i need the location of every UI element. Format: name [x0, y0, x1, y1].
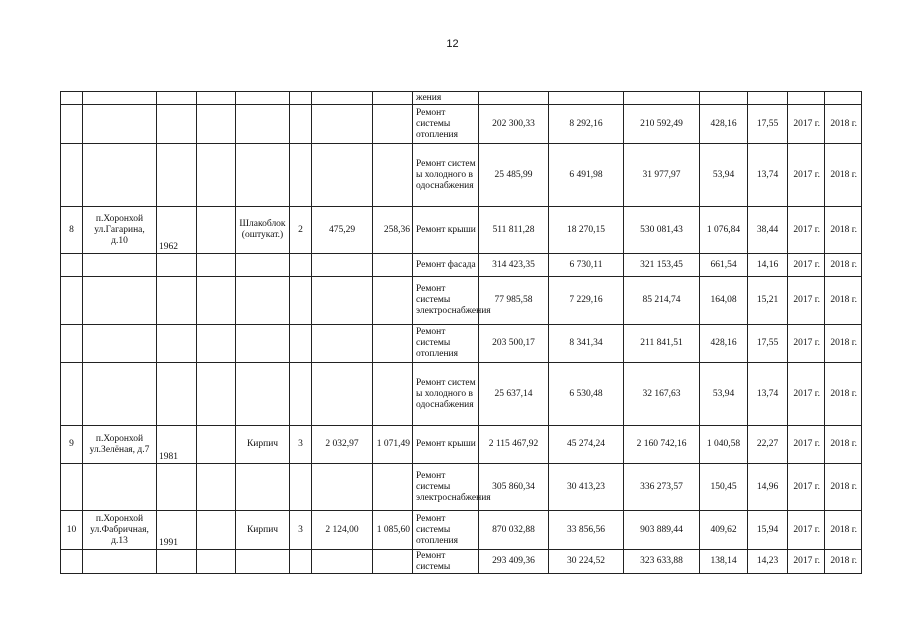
- cell-area-total: [312, 105, 373, 144]
- cell-year-start: 2017 г.: [788, 464, 825, 511]
- cell-year-start: 2017 г.: [788, 426, 825, 464]
- cell-year-end: 2018 г.: [825, 511, 862, 550]
- cell-spacer: [197, 254, 236, 277]
- cell-year-start: 2017 г.: [788, 207, 825, 254]
- cell-spacer: [197, 92, 236, 105]
- cell-year-start: 2017 г.: [788, 254, 825, 277]
- cell-spacer: [197, 207, 236, 254]
- cell-area-total: [312, 254, 373, 277]
- cell-material: [236, 363, 290, 426]
- cell-area-total: [312, 325, 373, 363]
- cell-cost-3: 85 214,74: [624, 277, 700, 325]
- table-row: [61, 277, 862, 325]
- cell-year: [157, 92, 197, 105]
- cell-area-total: 2 032,97: [312, 426, 373, 464]
- cell-floors: [290, 277, 312, 325]
- cell-cost-3: 336 273,57: [624, 464, 700, 511]
- cell-cost-4: 150,45: [700, 464, 748, 511]
- table-body: [61, 92, 862, 574]
- cell-year-start: 2017 г.: [788, 550, 825, 574]
- cell-spacer: [197, 464, 236, 511]
- cell-cost-3: 210 592,49: [624, 105, 700, 144]
- cell-cost-2: 30 224,52: [549, 550, 624, 574]
- cell-percent: [748, 92, 788, 105]
- cell-spacer: [197, 105, 236, 144]
- cell-area-total: [312, 144, 373, 207]
- cell-cost-1: [479, 92, 549, 105]
- cell-year: [157, 363, 197, 426]
- cell-cost-2: 30 413,23: [549, 464, 624, 511]
- cell-area-total: 475,29: [312, 207, 373, 254]
- cell-percent: 17,55: [748, 325, 788, 363]
- cell-area-living: [373, 105, 413, 144]
- cell-cost-2: 8 292,16: [549, 105, 624, 144]
- cell-year-end: 2018 г.: [825, 277, 862, 325]
- cell-percent: 13,74: [748, 144, 788, 207]
- cell-area-living: 258,36: [373, 207, 413, 254]
- cell-cost-2: 6 491,98: [549, 144, 624, 207]
- cell-area-total: [312, 277, 373, 325]
- cell-area-living: [373, 550, 413, 574]
- cell-address: [83, 254, 157, 277]
- cell-work-type: жения: [413, 92, 479, 105]
- cell-percent: 14,16: [748, 254, 788, 277]
- cell-work-type: Ремонт крыши: [413, 426, 479, 464]
- cell-percent: 15,21: [748, 277, 788, 325]
- cell-area-living: 1 071,49: [373, 426, 413, 464]
- cell-area-living: [373, 325, 413, 363]
- cell-work-type: Ремонт системы холодного водоснабжения: [413, 144, 479, 207]
- cell-year: [157, 254, 197, 277]
- cell-material: [236, 550, 290, 574]
- cell-number: [61, 464, 83, 511]
- cell-year: 1981: [157, 426, 197, 464]
- cell-cost-4: 1 076,84: [700, 207, 748, 254]
- cell-year: [157, 550, 197, 574]
- cell-material: [236, 325, 290, 363]
- cell-year: 1962: [157, 207, 197, 254]
- cell-area-living: [373, 464, 413, 511]
- cell-percent: 38,44: [748, 207, 788, 254]
- cell-year-start: [788, 92, 825, 105]
- cell-cost-2: 33 856,56: [549, 511, 624, 550]
- cell-cost-1: 314 423,35: [479, 254, 549, 277]
- cell-area-living: [373, 92, 413, 105]
- cell-percent: 13,74: [748, 363, 788, 426]
- cell-cost-3: 903 889,44: [624, 511, 700, 550]
- cell-work-type: Ремонт системы электроснабжения: [413, 464, 479, 511]
- cell-floors: [290, 550, 312, 574]
- table-row: [61, 92, 862, 105]
- cell-number: [61, 254, 83, 277]
- cell-floors: [290, 363, 312, 426]
- cell-cost-4: [700, 92, 748, 105]
- cell-year-end: 2018 г.: [825, 144, 862, 207]
- cell-floors: 2: [290, 207, 312, 254]
- cell-cost-3: 31 977,97: [624, 144, 700, 207]
- cell-address: [83, 550, 157, 574]
- cell-area-total: [312, 550, 373, 574]
- cell-year-end: 2018 г.: [825, 363, 862, 426]
- table-row: [61, 105, 862, 144]
- cell-cost-4: 53,94: [700, 363, 748, 426]
- cell-address: [83, 277, 157, 325]
- cell-cost-2: 7 229,16: [549, 277, 624, 325]
- cell-cost-3: 530 081,43: [624, 207, 700, 254]
- cell-number: 10: [61, 511, 83, 550]
- cell-percent: 14,96: [748, 464, 788, 511]
- cell-cost-4: 138,14: [700, 550, 748, 574]
- cell-floors: [290, 92, 312, 105]
- cell-cost-2: 45 274,24: [549, 426, 624, 464]
- cell-year-end: 2018 г.: [825, 426, 862, 464]
- cell-area-total: 2 124,00: [312, 511, 373, 550]
- cell-cost-4: 428,16: [700, 325, 748, 363]
- cell-area-living: [373, 277, 413, 325]
- cell-floors: [290, 325, 312, 363]
- cell-material: [236, 464, 290, 511]
- cell-year-end: 2018 г.: [825, 464, 862, 511]
- cell-year-start: 2017 г.: [788, 511, 825, 550]
- cell-year: [157, 464, 197, 511]
- cell-floors: 3: [290, 426, 312, 464]
- cell-year-start: 2017 г.: [788, 144, 825, 207]
- cell-cost-4: 428,16: [700, 105, 748, 144]
- cell-number: [61, 92, 83, 105]
- cell-address: [83, 105, 157, 144]
- cell-work-type: Ремонт системы отопления: [413, 511, 479, 550]
- cell-area-living: [373, 254, 413, 277]
- cell-spacer: [197, 550, 236, 574]
- cell-cost-3: 32 167,63: [624, 363, 700, 426]
- cell-cost-2: 8 341,34: [549, 325, 624, 363]
- cell-cost-1: 2 115 467,92: [479, 426, 549, 464]
- cell-year-end: 2018 г.: [825, 325, 862, 363]
- cell-cost-1: 202 300,33: [479, 105, 549, 144]
- cell-cost-1: 203 500,17: [479, 325, 549, 363]
- cell-material: [236, 277, 290, 325]
- cell-cost-1: 511 811,28: [479, 207, 549, 254]
- page-number: 12: [446, 38, 459, 50]
- table-row: [61, 144, 862, 207]
- cell-year-end: 2018 г.: [825, 254, 862, 277]
- cell-percent: 17,55: [748, 105, 788, 144]
- cell-material: [236, 92, 290, 105]
- table-row: [61, 511, 862, 550]
- cell-cost-4: 661,54: [700, 254, 748, 277]
- cell-address: п.Хоронхой ул.Гагарина, д.10: [83, 207, 157, 254]
- cell-cost-3: 211 841,51: [624, 325, 700, 363]
- cell-material: [236, 254, 290, 277]
- cell-cost-3: 323 633,88: [624, 550, 700, 574]
- cell-number: [61, 363, 83, 426]
- cell-year: [157, 277, 197, 325]
- cell-area-living: [373, 144, 413, 207]
- cell-spacer: [197, 277, 236, 325]
- cell-material: Кирпич: [236, 511, 290, 550]
- table-row: [61, 363, 862, 426]
- cell-material: Кирпич: [236, 426, 290, 464]
- table-row: [61, 254, 862, 277]
- cell-year: 1991: [157, 511, 197, 550]
- cell-year-start: 2017 г.: [788, 325, 825, 363]
- cell-year-end: [825, 92, 862, 105]
- cell-number: [61, 105, 83, 144]
- cell-address: [83, 92, 157, 105]
- table-row: [61, 550, 862, 574]
- cell-cost-2: 18 270,15: [549, 207, 624, 254]
- cell-address: [83, 325, 157, 363]
- cell-number: 9: [61, 426, 83, 464]
- cell-year-start: 2017 г.: [788, 277, 825, 325]
- cell-floors: [290, 464, 312, 511]
- cell-year: [157, 105, 197, 144]
- cell-floors: [290, 254, 312, 277]
- cell-cost-4: 164,08: [700, 277, 748, 325]
- cell-work-type: Ремонт крыши: [413, 207, 479, 254]
- cell-percent: 22,27: [748, 426, 788, 464]
- cell-spacer: [197, 511, 236, 550]
- cell-floors: [290, 105, 312, 144]
- cell-year-end: 2018 г.: [825, 105, 862, 144]
- cell-address: [83, 363, 157, 426]
- cell-percent: 14,23: [748, 550, 788, 574]
- cell-area-total: [312, 92, 373, 105]
- cell-cost-2: 6 530,48: [549, 363, 624, 426]
- cell-material: Шлакоблок (оштукат.): [236, 207, 290, 254]
- cell-cost-3: 321 153,45: [624, 254, 700, 277]
- cell-cost-3: 2 160 742,16: [624, 426, 700, 464]
- cell-area-total: [312, 464, 373, 511]
- cell-cost-1: 870 032,88: [479, 511, 549, 550]
- cell-year-end: 2018 г.: [825, 550, 862, 574]
- cell-work-type: Ремонт системы: [413, 550, 479, 574]
- cell-cost-4: 53,94: [700, 144, 748, 207]
- cell-work-type: Ремонт системы отопления: [413, 325, 479, 363]
- cell-spacer: [197, 363, 236, 426]
- cell-work-type: Ремонт системы электроснабжения: [413, 277, 479, 325]
- cell-work-type: Ремонт системы холодного водоснабжения: [413, 363, 479, 426]
- cell-number: 8: [61, 207, 83, 254]
- cell-year-end: 2018 г.: [825, 207, 862, 254]
- cell-number: [61, 550, 83, 574]
- table-row: [61, 426, 862, 464]
- cell-cost-1: 25 485,99: [479, 144, 549, 207]
- cell-area-living: [373, 363, 413, 426]
- cell-material: [236, 144, 290, 207]
- cell-cost-4: 409,62: [700, 511, 748, 550]
- cell-year: [157, 144, 197, 207]
- cell-work-type: Ремонт системы отопления: [413, 105, 479, 144]
- cell-address: п.Хоронхой ул.Фабричная, д.13: [83, 511, 157, 550]
- cell-address: [83, 464, 157, 511]
- cell-percent: 15,94: [748, 511, 788, 550]
- cell-spacer: [197, 426, 236, 464]
- repair-register-table: [60, 91, 862, 574]
- cell-area-total: [312, 363, 373, 426]
- cell-floors: [290, 144, 312, 207]
- cell-area-living: 1 085,60: [373, 511, 413, 550]
- cell-cost-3: [624, 92, 700, 105]
- cell-number: [61, 144, 83, 207]
- cell-work-type: Ремонт фасада: [413, 254, 479, 277]
- cell-cost-1: 293 409,36: [479, 550, 549, 574]
- cell-floors: 3: [290, 511, 312, 550]
- cell-spacer: [197, 144, 236, 207]
- cell-cost-1: 25 637,14: [479, 363, 549, 426]
- cell-material: [236, 105, 290, 144]
- cell-address: [83, 144, 157, 207]
- cell-year: [157, 325, 197, 363]
- cell-cost-2: [549, 92, 624, 105]
- cell-year-start: 2017 г.: [788, 363, 825, 426]
- cell-cost-4: 1 040,58: [700, 426, 748, 464]
- cell-number: [61, 277, 83, 325]
- table-row: [61, 464, 862, 511]
- cell-year-start: 2017 г.: [788, 105, 825, 144]
- cell-cost-1: 77 985,58: [479, 277, 549, 325]
- cell-cost-1: 305 860,34: [479, 464, 549, 511]
- cell-cost-2: 6 730,11: [549, 254, 624, 277]
- table-row: [61, 207, 862, 254]
- cell-number: [61, 325, 83, 363]
- cell-spacer: [197, 325, 236, 363]
- cell-address: п.Хоронхой ул.Зелёная, д.7: [83, 426, 157, 464]
- table-row: [61, 325, 862, 363]
